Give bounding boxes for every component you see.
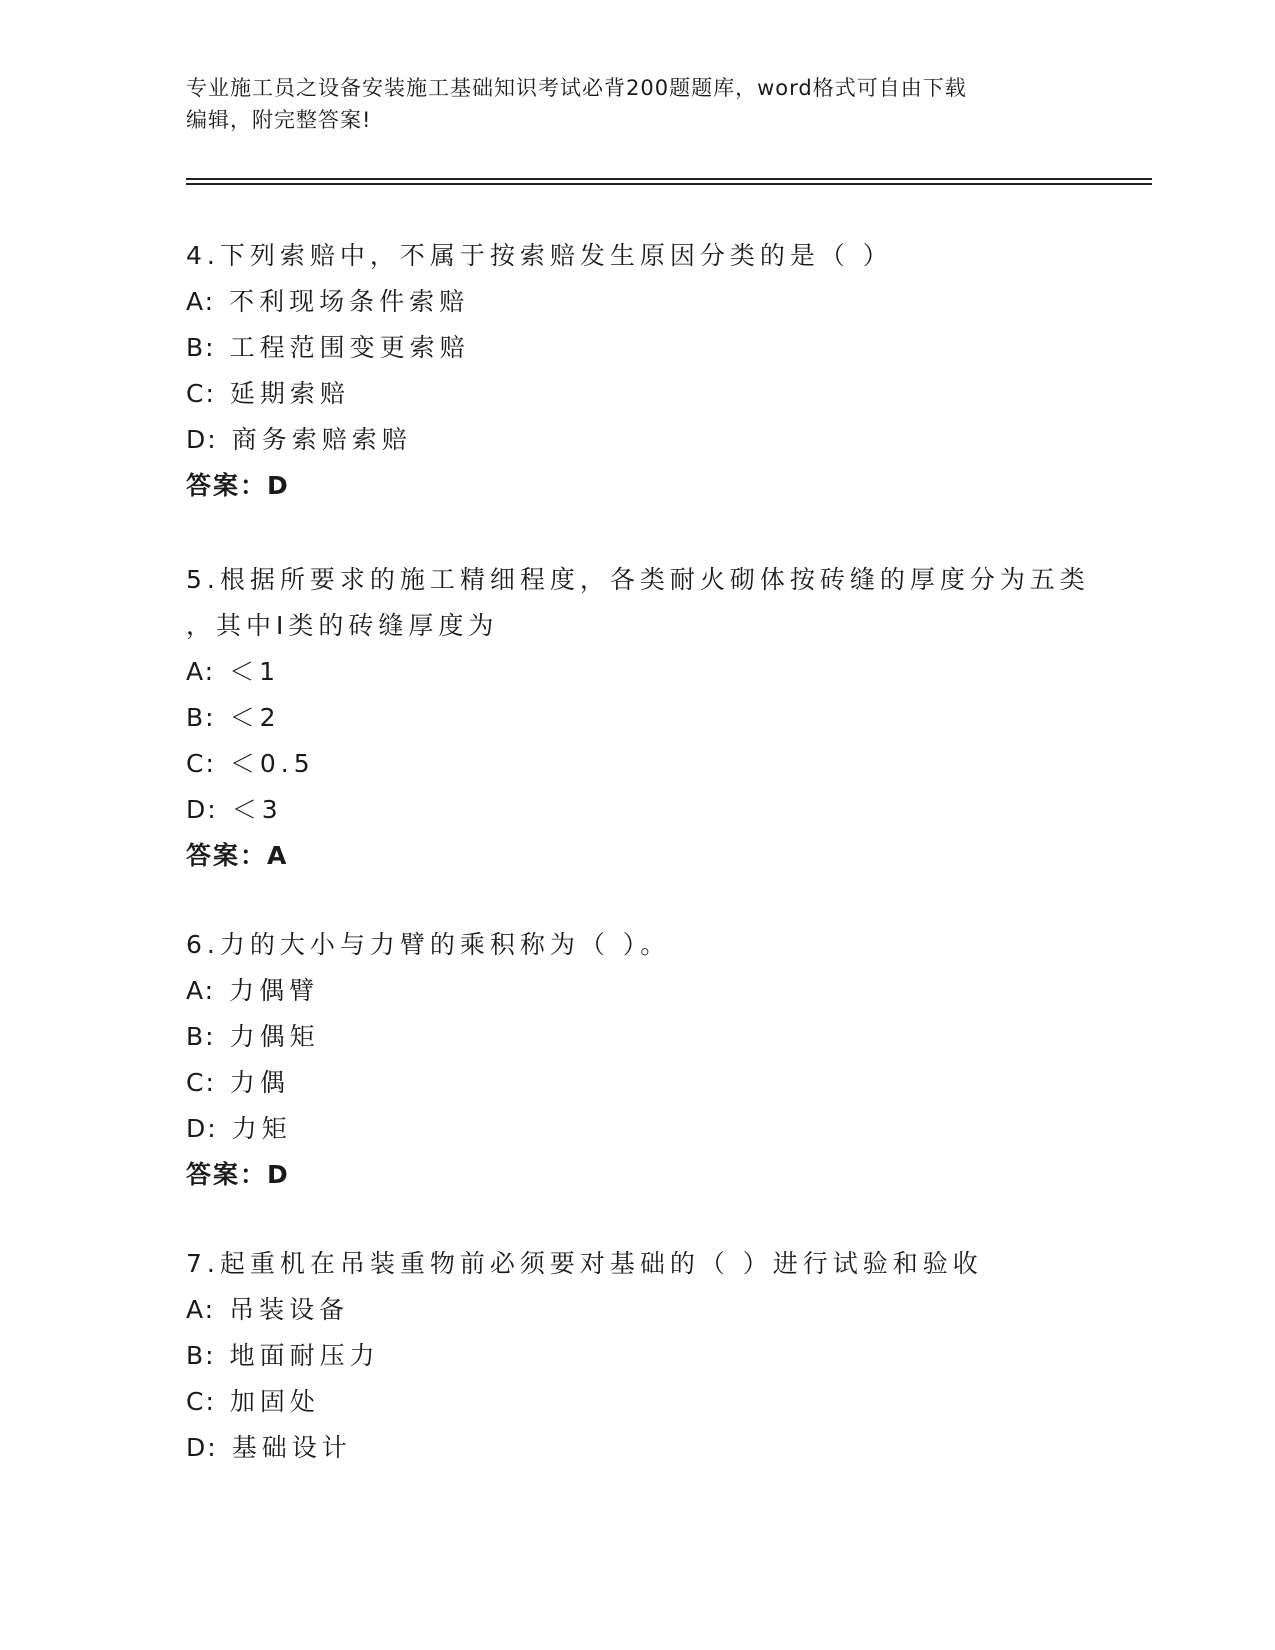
question-7 — [186, 1241, 1086, 1471]
option-c — [186, 1060, 1086, 1106]
document-header — [186, 72, 1086, 136]
option-text: 基础设计 — [231, 1433, 352, 1462]
option-text: 力矩 — [231, 1114, 292, 1143]
header-divider-top — [186, 178, 1152, 180]
option-d — [186, 1425, 1086, 1471]
option-key: B: — [186, 1022, 216, 1051]
answer-label: 答案：D — [186, 1160, 290, 1189]
question-stem: 5.根据所要求的施工精细程度，各类耐火砌体按砖缝的厚度分为五类 — [186, 565, 1090, 594]
option-text: 力偶矩 — [229, 1022, 320, 1051]
option-c — [186, 741, 1086, 787]
option-key: D: — [186, 1433, 218, 1462]
option-text: ＜2 — [229, 703, 281, 732]
option-text: 不利现场条件索赔 — [229, 287, 470, 316]
option-text: 地面耐压力 — [229, 1341, 380, 1370]
question-stem: 6.力的大小与力臂的乘积称为（ ）。 — [186, 930, 671, 959]
question-5 — [186, 557, 1090, 879]
question-4 — [186, 233, 1086, 509]
option-c — [186, 1379, 1086, 1425]
option-d — [186, 417, 1086, 463]
option-key: D: — [186, 795, 218, 824]
option-key: D: — [186, 1114, 218, 1143]
option-text: 加固处 — [229, 1387, 320, 1416]
answer-label: 答案：D — [186, 471, 290, 500]
option-b — [186, 1014, 1086, 1060]
option-b — [186, 1333, 1086, 1379]
header-divider-bottom — [186, 183, 1152, 185]
option-text: 力偶臂 — [229, 976, 320, 1005]
option-b — [186, 325, 1086, 371]
option-key: C: — [186, 1387, 216, 1416]
answer-label: 答案：A — [186, 841, 289, 870]
option-text: ＜0.5 — [229, 749, 315, 778]
option-key: D: — [186, 425, 218, 454]
option-text: ＜1 — [229, 657, 280, 686]
question-stem-continued: ，其中Ⅰ类的砖缝厚度为 — [186, 611, 499, 640]
option-c — [186, 371, 1086, 417]
question-stem: 7.起重机在吊装重物前必须要对基础的（ ）进行试验和验收 — [186, 1249, 983, 1278]
option-key: C: — [186, 1068, 216, 1097]
option-a — [186, 968, 1086, 1014]
header-line-1: 专业施工员之设备安装施工基础知识考试必背200题题库，word格式可自由下载 — [186, 76, 967, 100]
option-key: A: — [186, 976, 216, 1005]
option-d — [186, 787, 1086, 833]
question-stem: 4.下列索赔中，不属于按索赔发生原因分类的是（ ） — [186, 241, 893, 270]
option-text: ＜3 — [231, 795, 283, 824]
header-line-2: 编辑，附完整答案! — [186, 108, 372, 132]
option-text: 力偶 — [229, 1068, 290, 1097]
option-key: A: — [186, 287, 216, 316]
option-key: C: — [186, 379, 216, 408]
option-key: C: — [186, 749, 216, 778]
question-6 — [186, 922, 1086, 1198]
option-a — [186, 279, 1086, 325]
option-key: B: — [186, 1341, 216, 1370]
option-d — [186, 1106, 1086, 1152]
option-key: B: — [186, 333, 216, 362]
option-text: 延期索赔 — [229, 379, 350, 408]
option-text: 工程范围变更索赔 — [229, 333, 470, 362]
option-text: 商务索赔索赔 — [231, 425, 412, 454]
option-text: 吊装设备 — [229, 1295, 350, 1324]
option-a — [186, 649, 1086, 695]
option-key: B: — [186, 703, 216, 732]
option-b — [186, 695, 1086, 741]
option-key: A: — [186, 1295, 216, 1324]
option-a — [186, 1287, 1086, 1333]
option-key: A: — [186, 657, 216, 686]
